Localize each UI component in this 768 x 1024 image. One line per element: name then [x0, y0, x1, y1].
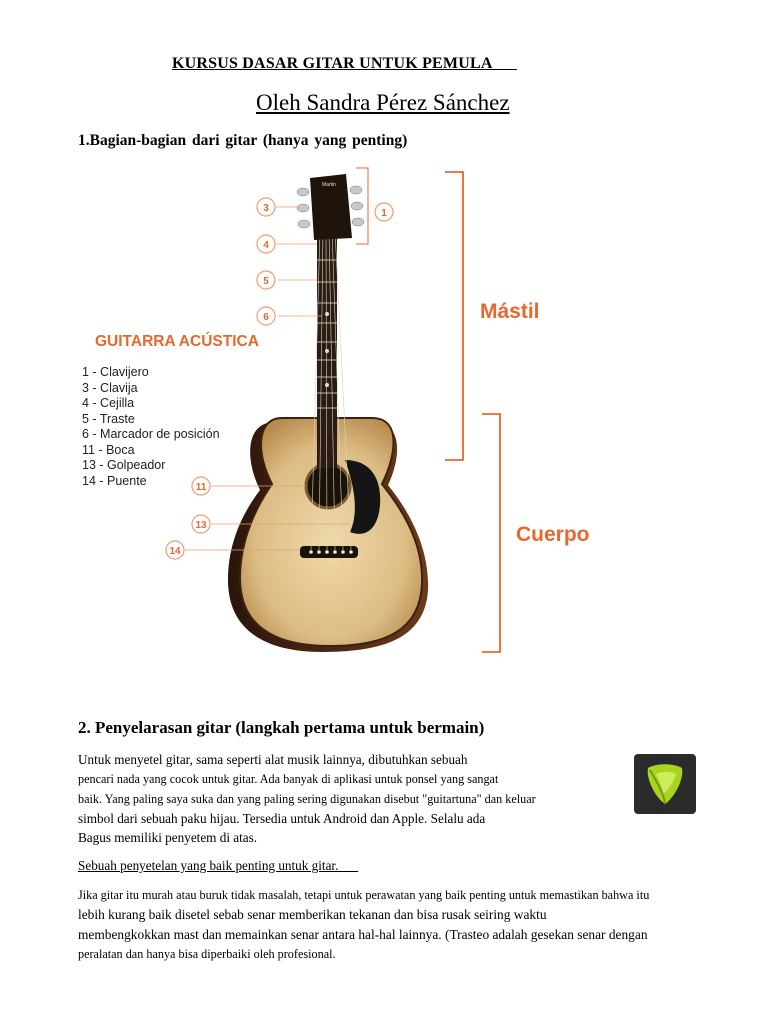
section2-heading: 2. Penyelarasan gitar (langkah pertama untuk bermain)	[78, 718, 485, 737]
mastil-bracket	[445, 172, 463, 460]
callout-5-label: 5	[263, 276, 269, 287]
paragraph-line: simbol dari sebuah paku hijau. Tersedia untuk Android dan Apple. Selalu ada	[78, 811, 486, 826]
underlined-statement: Sebuah penyetelan yang baik penting untuk gitar.	[78, 858, 359, 873]
paragraph-line: baik. Yang paling saya suka dan yang paling sering digunakan disebut "guitartuna" dan keluar	[78, 792, 536, 806]
headstock-logo: Martin	[322, 182, 336, 188]
figure-heading: GUITARRA ACÚSTICA	[95, 333, 259, 350]
paragraph2-line: Jika gitar itu murah atau buruk tidak masalah, tetapi untuk perawatan yang baik penting untuk memastikan bahwa itu	[78, 888, 650, 902]
callout-4-label: 4	[263, 240, 269, 251]
guitartuna-pick-icon	[634, 754, 696, 814]
callout-13-label: 13	[195, 520, 207, 531]
legend-item: 13 - Golpeador	[82, 458, 166, 472]
region-cuerpo-label: Cuerpo	[516, 523, 590, 546]
legend-item: 1 - Clavijero	[82, 365, 149, 379]
paragraph-line: pencari nada yang cocok untuk gitar. Ada banyak di aplikasi untuk ponsel yang sangat	[78, 772, 499, 786]
cuerpo-bracket	[482, 414, 500, 652]
callout-6-label: 6	[263, 312, 269, 323]
legend-item: 5 - Traste	[82, 412, 135, 426]
paragraph2-line: lebih kurang baik disetel sebab senar memberikan tekanan dan bisa rusak seiring waktu	[78, 907, 547, 922]
legend-item: 3 - Clavija	[82, 381, 138, 395]
paragraph-line: Bagus memiliki penyetem di atas.	[78, 830, 258, 845]
paragraph2-line: membengkokkan mast dan memainkan senar antara hal-hal lainnya. (Trasteo adalah gesekan senar dengan	[78, 927, 648, 942]
paragraph-line: Untuk menyetel gitar, sama seperti alat musik lainnya, dibutuhkan sebuah	[78, 752, 468, 767]
region-mastil-label: Mástil	[480, 300, 540, 323]
legend-item: 14 - Puente	[82, 474, 147, 488]
callout-11-label: 11	[195, 482, 207, 493]
document-title: KURSUS DASAR GITAR UNTUK PEMULA	[172, 55, 517, 72]
callout-14-label: 14	[169, 546, 181, 557]
callout-3-label: 3	[263, 203, 269, 214]
legend-item: 6 - Marcador de posición	[82, 427, 220, 441]
legend-item: 4 - Cejilla	[82, 396, 135, 410]
document-author: Oleh Sandra Pérez Sánchez	[256, 90, 510, 115]
guitar-diagram	[60, 160, 640, 680]
callout-1-label: 1	[381, 208, 387, 219]
legend-item: 11 - Boca	[82, 443, 135, 457]
section1-heading: 1.Bagian-bagian dari gitar (hanya yang penting)	[78, 132, 408, 149]
paragraph2-line: peralatan dan hanya bisa diperbaiki oleh profesional.	[78, 947, 336, 961]
